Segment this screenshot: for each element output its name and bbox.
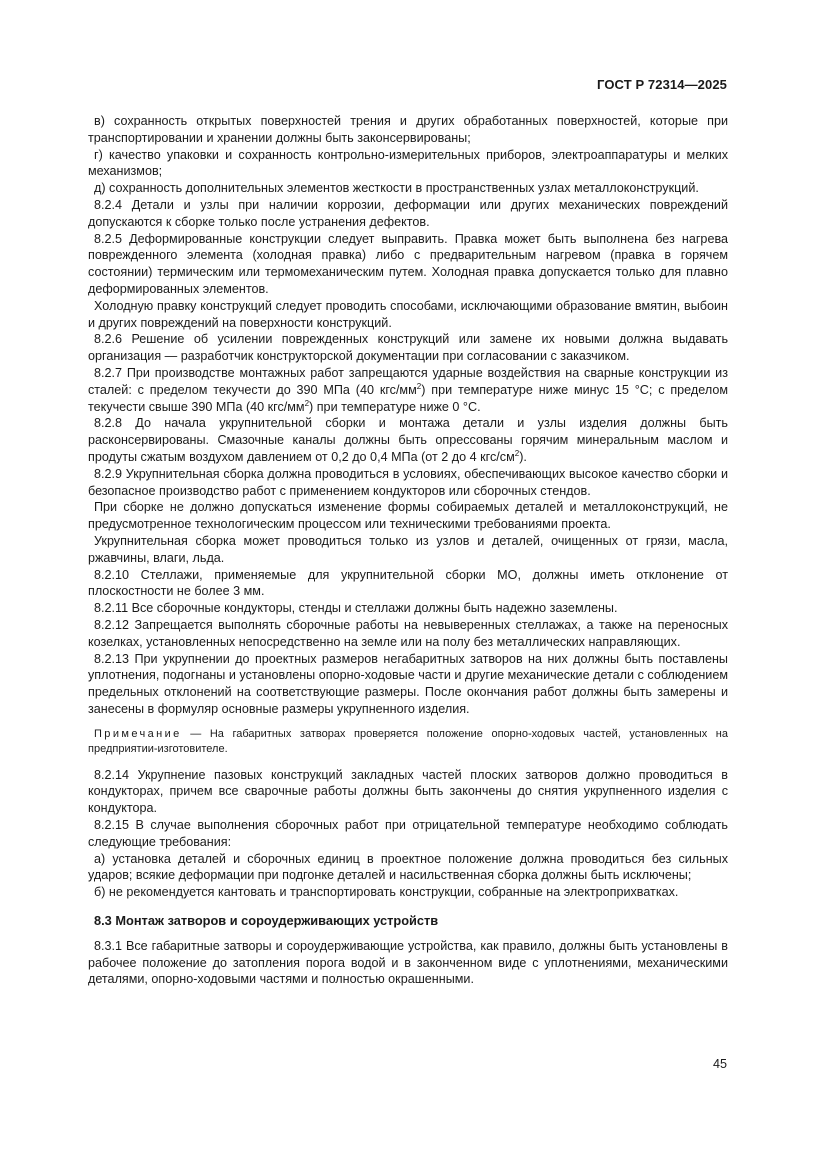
note-text: — На габаритных затворах проверяется положение опорно-ходовых частей, установленных на предприятии-изготовителе.: [88, 727, 728, 755]
paragraph-8-2-6: 8.2.6 Решение об усилении поврежденных конструкций или замене их новыми должна выдавать организация — разработчик конструкторской документации при согласовании с заказчиком.: [88, 332, 728, 364]
paragraph-8-2-4: 8.2.4 Детали и узлы при наличии коррозии, деформации или других механических повреждений допускаются к сборке только после устранения дефектов.: [88, 197, 728, 229]
paragraph-8-2-12: 8.2.12 Запрещается выполнять сборочные работы на невыверенных стеллажах, а также на переносных козелках, установленных непосредственно на земле или на полу без металлических направляющих.: [88, 617, 728, 649]
text-segment: 8.2.8 До начала укрупнительной сборки и монтажа детали и узлы изделия должны быть расконсервированы. Смазочные каналы должны быть опрессованы горячим минеральным маслом и продуты сжатым воздухом давлением от 0,2 до 0,4 МПа (от 2 до 4 кгс/см: [88, 416, 728, 464]
document-code: ГОСТ Р 72314—2025: [597, 77, 727, 92]
paragraph-8-2-7: [88, 365, 728, 415]
text-segment: ) при температуре ниже 0 °С.: [309, 399, 481, 414]
paragraph-8-2-11: 8.2.11 Все сборочные кондукторы, стенды и стеллажи должны быть надежно заземлены.: [94, 601, 618, 616]
superscript: 2: [416, 381, 422, 391]
paragraph-item-v: в) сохранность открытых поверхностей трения и других обработанных поверхностей, которые при транспортировании и хранении должны быть законсервированы;: [88, 114, 728, 145]
superscript: 2: [304, 398, 310, 408]
note: [88, 727, 728, 757]
paragraph-item-a: а) установка деталей и сборочных единиц в проектное положение должна проводиться без сильных ударов; всякие деформации при подгонке деталей и насильственная сборка должны быть исключены;: [88, 851, 728, 883]
page-number: 45: [712, 1057, 727, 1071]
page-body: [88, 113, 728, 988]
text-segment: ).: [519, 449, 527, 464]
note-label: Примечание: [94, 727, 182, 740]
paragraph-item-d: д) сохранность дополнительных элементов жесткости в пространственных узлах металлоконструкций.: [94, 181, 699, 196]
paragraph-shape-change: При сборке не должно допускаться изменение формы собираемых деталей и металлоконструкций, не предусмотренное технологическим процессом или техническими требованиями проекта.: [88, 500, 728, 532]
text-segment: ) при температуре ниже минус 15 °С; с пределом текучести свыше 390 МПа (40 кгс/мм: [88, 382, 728, 414]
paragraph-8-2-14: 8.2.14 Укрупнение пазовых конструкций закладных частей плоских затворов должно проводиться в кондукторах, причем все сварочные работы должны быть закончены до снятия укрупненного изделия с кондуктора.: [88, 767, 728, 816]
paragraph-cold-straightening: Холодную правку конструкций следует проводить способами, исключающими образование вмятин, выбоин и других повреждений на поверхности конструкций.: [88, 298, 728, 330]
paragraph-8-2-5: 8.2.5 Деформированные конструкции следует выправить. Правка может быть выполнена без нагрева поврежденного элемента (холодная правка) либо с предварительным нагревом (правка в горячем состоянии) термическим или термомеханическим путем. Холодная правка допускается только для плавно деформированных элементов.: [88, 231, 728, 296]
superscript: 2: [514, 448, 520, 458]
paragraph-8-2-13: 8.2.13 При укрупнении до проектных размеров негабаритных затворов на них должны быть поставлены уплотнения, подогнаны и установлены опорно-ходовые части и другие механические детали с соблюдением предельных отклонений на соответствующие размеры. После окончания работ должны быть замерены и занесены в формуляр основные размеры укрупненного изделия.: [88, 651, 728, 716]
section-heading: 8.3 Монтаж затворов и сороудерживающих устройств: [94, 913, 439, 929]
paragraph-assembly-clean: Укрупнительная сборка может проводиться только из узлов и деталей, очищенных от грязи, масла, ржавчины, влаги, льда.: [88, 533, 728, 565]
paragraph-item-b: б) не рекомендуется кантовать и транспортировать конструкции, собранные на электроприхватках.: [94, 885, 679, 900]
paragraph-8-3-1: 8.3.1 Все габаритные затворы и сороудерживающие устройства, как правило, должны быть установлены в рабочее положение до затопления порога водой и в законченном виде с уплотнениями, механическими деталями, опорно-ходовыми частями и полностью окрашенными.: [88, 938, 728, 987]
paragraph-8-2-10: 8.2.10 Стеллажи, применяемые для укрупнительной сборки МО, должны иметь отклонение от плоскостности не более 3 мм.: [88, 567, 728, 599]
paragraph-8-2-15: 8.2.15 В случае выполнения сборочных работ при отрицательной температуре необходимо соблюдать следующие требования:: [88, 818, 728, 849]
paragraph-8-2-8: [88, 415, 728, 465]
paragraph-item-g: г) качество упаковки и сохранность контрольно-измерительных приборов, электроаппаратуры и мелких механизмов;: [88, 147, 728, 179]
paragraph-8-2-9: 8.2.9 Укрупнительная сборка должна проводиться в условиях, обеспечивающих высокое качество сборки и безопасное производство работ с применением кондукторов или сборочных стендов.: [88, 466, 728, 498]
text-segment: 8.2.7 При производстве монтажных работ запрещаются ударные воздействия на сварные конструкции из сталей: с пределом текучести до 390 МПа (40 кгс/мм: [88, 365, 728, 397]
